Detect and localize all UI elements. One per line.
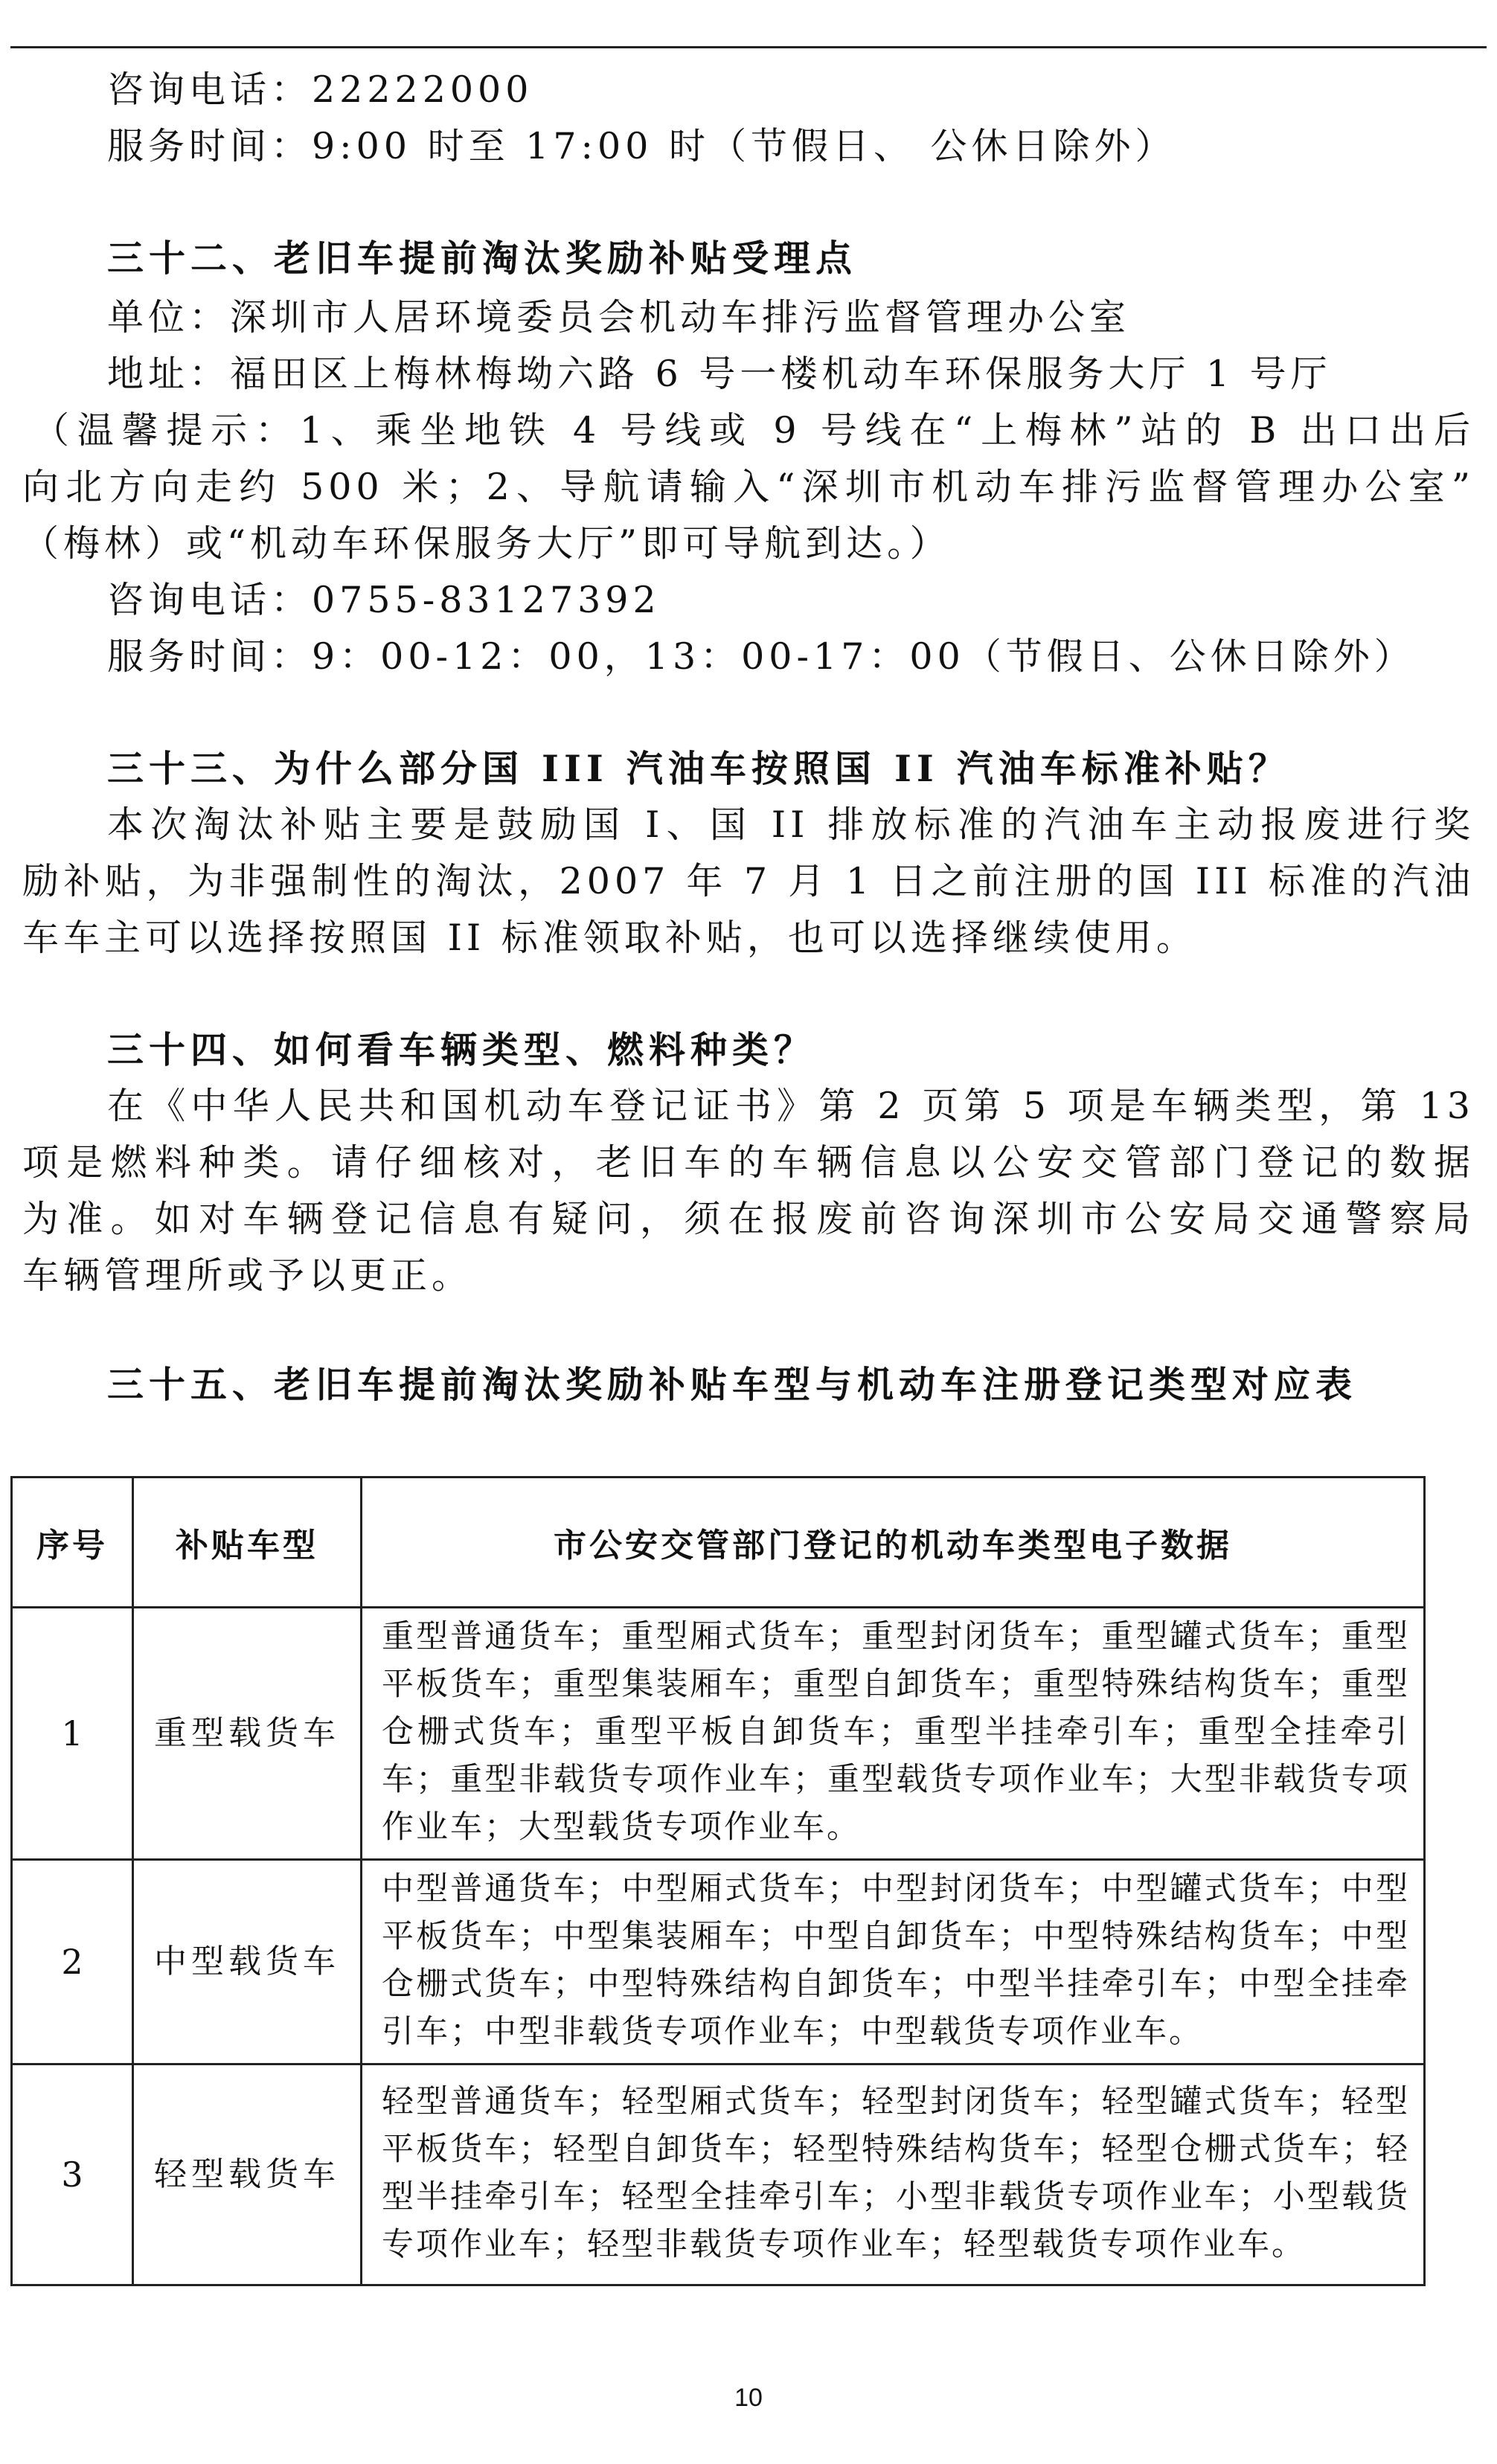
section-33-line-3: 车车主可以选择按照国 II 标准领取补贴，也可以选择继续使用。	[22, 917, 1197, 959]
table-row	[12, 1608, 1425, 1860]
header-registered-types: 市公安交管部门登记的机动车类型电子数据	[362, 1478, 1425, 1608]
consult-phone: 咨询电话：22222000	[107, 68, 533, 111]
section-34-line-1: 在《中华人民共和国机动车登记证书》第 2 页第 5 项是车辆类型，第 13	[107, 1085, 1475, 1127]
row-subsidy-type: 中型载货车	[133, 1860, 362, 2064]
section-34-heading: 三十四、如何看车辆类型、燃料种类？	[107, 1028, 816, 1071]
table-header-row	[12, 1478, 1425, 1608]
section-34-line-3: 为准。如对车辆登记信息有疑问，须在报废前咨询深圳市公安局交通警察局	[22, 1198, 1475, 1240]
row-subsidy-type: 轻型载货车	[133, 2064, 362, 2285]
section-34-line-2: 项是燃料种类。请仔细核对，老旧车的车辆信息以公安交管部门登记的数据	[22, 1141, 1475, 1184]
row-no: 1	[12, 1608, 133, 1860]
header-subsidy-type: 补贴车型	[133, 1478, 362, 1608]
section-32-hours: 服务时间：9：00-12：00，13：00-17：00（节假日、公休日除外）	[107, 635, 1415, 678]
row-registered-types: 中型普通货车；中型厢式货车；中型封闭货车；中型罐式货车；中型平板货车；中型集装厢车；中型自卸货车；中型特殊结构货车；中型仓栅式货车；中型特殊结构自卸货车；中型半挂牵引车；中型全挂牵引车；中型非载货专项作业车；中型载货专项作业车。	[362, 1860, 1425, 2064]
row-no: 3	[12, 2064, 133, 2285]
row-registered-types: 轻型普通货车；轻型厢式货车；轻型封闭货车；轻型罐式货车；轻型平板货车；轻型自卸货车；轻型特殊结构货车；轻型仓栅式货车；轻型半挂牵引车；轻型全挂牵引车；小型非载货专项作业车；小型载货专项作业车；轻型非载货专项作业车；轻型载货专项作业车。	[362, 2064, 1425, 2285]
section-32-heading: 三十二、老旧车提前淘汰奖励补贴受理点	[107, 237, 858, 280]
section-32-address: 地址：福田区上梅林梅坳六路 6 号一楼机动车环保服务大厅 1 号厅	[107, 353, 1332, 395]
table-row	[12, 2064, 1425, 2285]
page-number: 10	[734, 2384, 763, 2412]
row-subsidy-type: 重型载货车	[133, 1608, 362, 1860]
table-row	[12, 1860, 1425, 2064]
section-34-line-4: 车辆管理所或予以更正。	[22, 1254, 473, 1297]
row-no: 2	[12, 1860, 133, 2064]
section-33-heading: 三十三、为什么部分国 III 汽油车按照国 II 汽油车标准补贴？	[107, 747, 1290, 790]
header-rule	[10, 46, 1487, 48]
section-32-unit: 单位：深圳市人居环境委员会机动车排污监督管理办公室	[107, 296, 1131, 339]
header-no: 序号	[12, 1478, 133, 1608]
section-32-phone: 咨询电话：0755-83127392	[107, 579, 661, 621]
vehicle-type-table	[10, 1476, 1426, 2286]
section-32-tip-line-2: 向北方向走约 500 米；2、导航请输入“深圳市机动车排污监督管理办公室”	[22, 466, 1475, 508]
section-33-line-1: 本次淘汰补贴主要是鼓励国 I、国 II 排放标准的汽油车主动报废进行奖	[107, 803, 1475, 846]
section-35-heading: 三十五、老旧车提前淘汰奖励补贴车型与机动车注册登记类型对应表	[107, 1363, 1358, 1406]
section-32-tip-line-3: （梅林）或“机动车环保服务大厅”即可导航到达。）	[22, 522, 951, 565]
section-33-line-2: 励补贴，为非强制性的淘汰，2007 年 7 月 1 日之前注册的国 III 标准的汽油	[22, 860, 1475, 902]
section-32-tip-line-1: （温馨提示：1、乘坐地铁 4 号线或 9 号线在“上梅林”站的 B 出口出后	[33, 409, 1475, 452]
row-registered-types: 重型普通货车；重型厢式货车；重型封闭货车；重型罐式货车；重型平板货车；重型集装厢车；重型自卸货车；重型特殊结构货车；重型仓栅式货车；重型平板自卸货车；重型半挂牵引车；重型全挂牵引车；重型非载货专项作业车；重型载货专项作业车；大型非载货专项作业车；大型载货专项作业车。	[362, 1608, 1425, 1860]
service-hours: 服务时间：9:00 时至 17:00 时（节假日、 公休日除外）	[107, 125, 1176, 167]
